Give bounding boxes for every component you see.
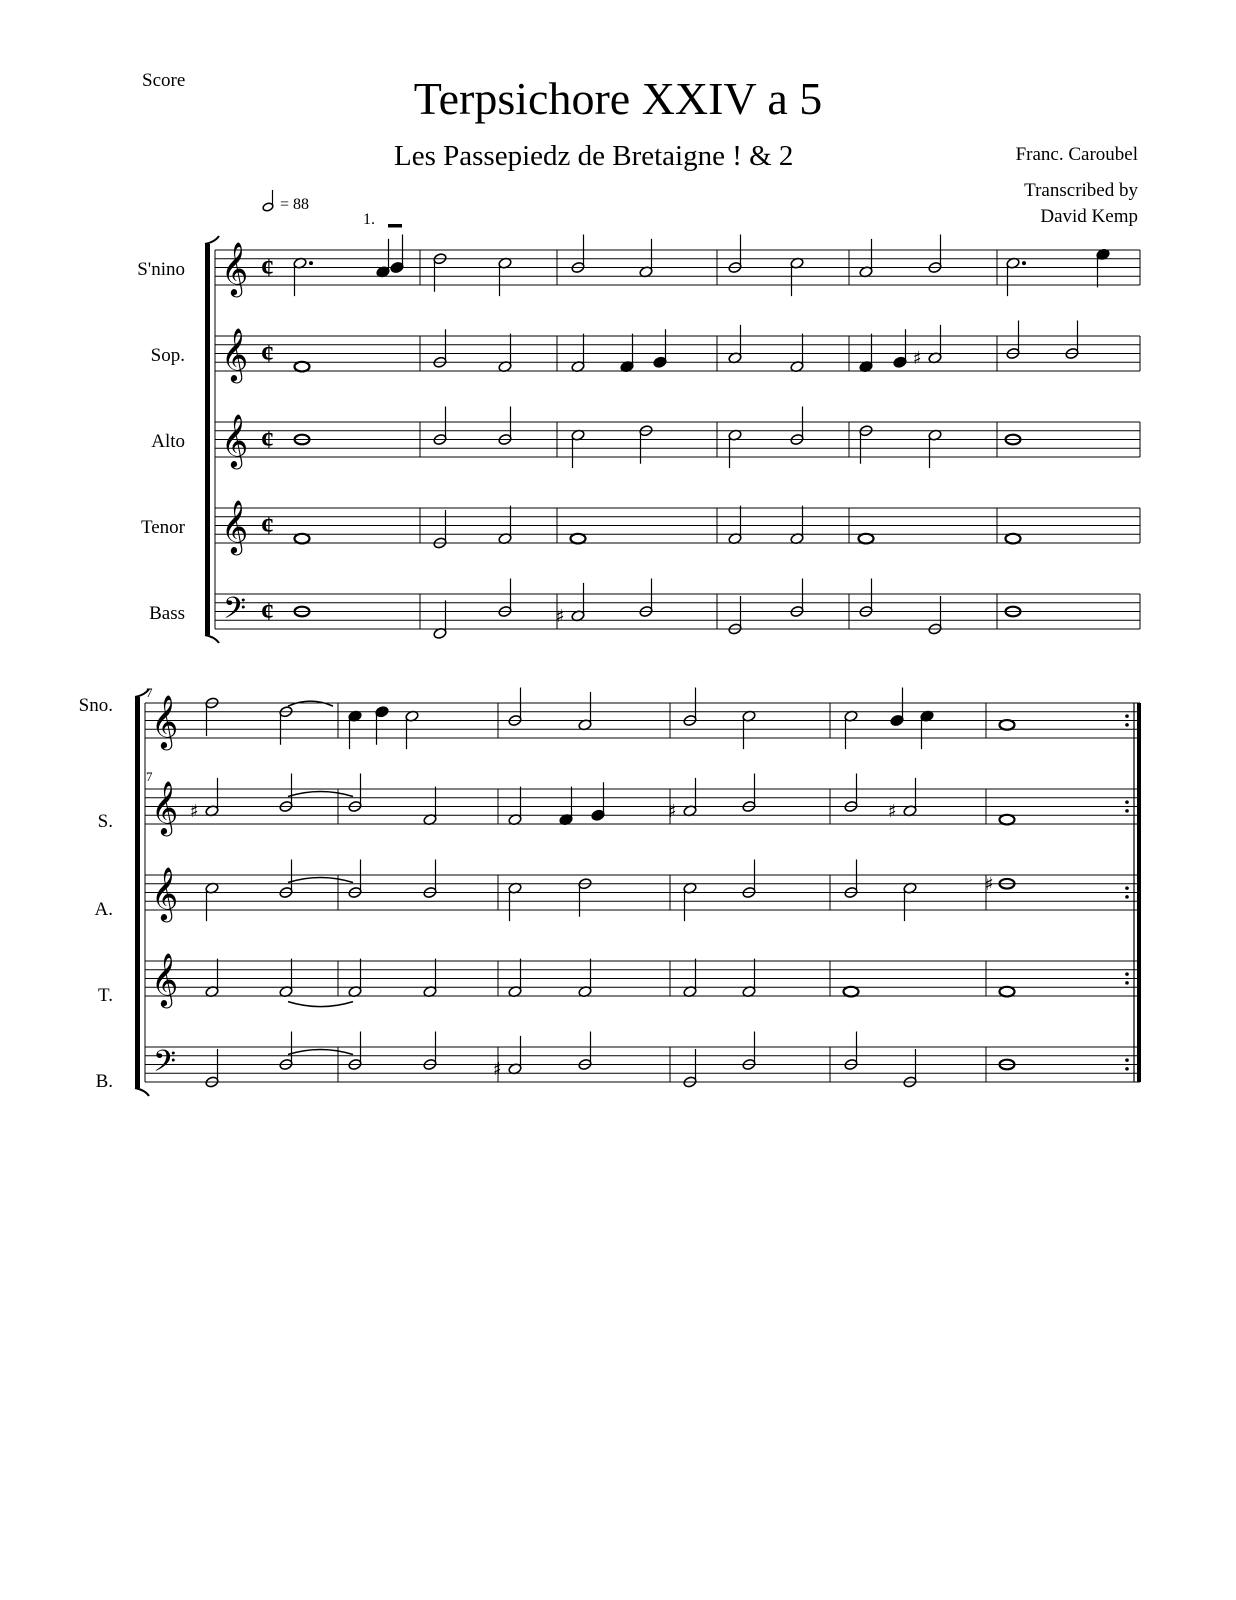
note [375, 706, 389, 745]
sharp-icon: ♯ [493, 1058, 502, 1080]
note-head [1000, 720, 1015, 730]
staff-system-1 [205, 236, 1140, 643]
note-head [571, 534, 586, 544]
note [1000, 987, 1015, 997]
cut-time-icon: ¢ [261, 339, 274, 368]
eighth-beam [388, 224, 402, 228]
sharp-icon: ♯ [190, 800, 199, 822]
note [1000, 720, 1015, 730]
tie [288, 1002, 353, 1007]
part-label-sopranino: S'nino [137, 259, 185, 280]
part-label-tenor: Tenor [140, 517, 185, 538]
staff [215, 499, 1140, 555]
note [295, 534, 310, 544]
bracket-hook-bottom [205, 635, 219, 643]
note-head [844, 987, 859, 997]
augmentation-dot [1022, 261, 1026, 265]
treble-clef-icon: 𝄞 [151, 780, 179, 834]
note-head [859, 534, 874, 544]
sharp-icon: ♯ [985, 873, 994, 895]
staff [145, 1045, 1140, 1086]
note [571, 534, 586, 544]
staff [145, 952, 1140, 1008]
part-label-soprano-short: S. [97, 811, 113, 832]
note-head [295, 534, 310, 544]
final-bar-thick [1137, 703, 1141, 1082]
treble-clef-icon: 𝄞 [221, 499, 249, 553]
bracket-hook-top [205, 236, 219, 244]
system-bracket [205, 244, 210, 635]
system-bracket [135, 697, 140, 1088]
staff [145, 780, 1140, 836]
repeat-dot [1125, 886, 1129, 890]
bass-clef-icon: 𝄢 [223, 592, 247, 633]
staff [215, 241, 1140, 297]
note-head [1006, 534, 1021, 544]
measure-number: 7 [146, 685, 153, 700]
note [1000, 815, 1015, 825]
note [390, 235, 404, 274]
tie [288, 1050, 353, 1055]
cut-time-icon: ¢ [261, 253, 274, 282]
measure-number: 7 [146, 769, 153, 784]
note-head [1000, 987, 1015, 997]
repeat-dot [1125, 895, 1129, 899]
part-label-bass-short: B. [95, 1071, 113, 1092]
note-head [1000, 815, 1015, 825]
tie [288, 792, 353, 797]
repeat-dot [1125, 800, 1129, 804]
tie [288, 701, 333, 706]
note [591, 782, 605, 821]
staff [145, 694, 1140, 750]
repeat-dot [1125, 714, 1129, 718]
sharp-icon: ♯ [913, 347, 922, 369]
staff [215, 413, 1140, 469]
tie [288, 878, 353, 883]
note [295, 362, 310, 372]
page-subtitle: Les Passepiedz de Bretaigne ! & 2 [394, 140, 794, 172]
treble-clef-icon: 𝄞 [151, 866, 179, 920]
staff [215, 592, 1140, 633]
part-label-alto: Alto [151, 431, 185, 452]
augmentation-dot [309, 261, 313, 265]
repeat-dot [1125, 809, 1129, 813]
part-label-alto-short: A. [94, 899, 113, 920]
treble-clef-icon: 𝄞 [221, 327, 249, 381]
sharp-icon: ♯ [556, 605, 565, 627]
note [859, 534, 874, 544]
page-title: Terpsichore XXIV a 5 [413, 73, 823, 124]
sharp-icon: ♯ [668, 800, 677, 822]
part-label-soprano: Sop. [150, 345, 185, 366]
composer-credit: Franc. Caroubel [1015, 144, 1138, 165]
tempo-half-note-icon [262, 190, 274, 212]
part-label-tenor-short: T. [98, 985, 113, 1006]
transcriber-line-1: Transcribed by [1024, 180, 1138, 201]
note [893, 329, 907, 368]
bracket-hook-bottom [135, 1088, 149, 1096]
repeat-dot [1125, 981, 1129, 985]
note-head [295, 362, 310, 372]
cut-time-icon: ¢ [261, 511, 274, 540]
treble-clef-icon: 𝄞 [151, 952, 179, 1006]
note [1006, 534, 1021, 544]
repeat-dot [1125, 1067, 1129, 1071]
note [653, 329, 667, 368]
bass-clef-icon: 𝄢 [153, 1045, 177, 1086]
repeat-dot [1125, 1058, 1129, 1062]
score-label: Score [142, 70, 186, 91]
repeat-dot [1125, 723, 1129, 727]
treble-clef-icon: 𝄞 [221, 413, 249, 467]
cut-time-icon: ¢ [261, 597, 274, 626]
staff [215, 327, 1140, 383]
tempo-marking: = 88 [280, 196, 310, 213]
treble-clef-icon: 𝄞 [221, 241, 249, 295]
first-ending-label: 1. [363, 211, 375, 228]
cut-time-icon: ¢ [261, 425, 274, 454]
transcriber-line-2: David Kemp [1040, 206, 1138, 227]
note [844, 987, 859, 997]
sharp-icon: ♯ [888, 800, 897, 822]
repeat-dot [1125, 972, 1129, 976]
note [890, 688, 904, 727]
treble-clef-icon: 𝄞 [151, 694, 179, 748]
part-label-sopranino-short: Sno. [78, 695, 113, 716]
part-label-bass: Bass [149, 603, 185, 624]
